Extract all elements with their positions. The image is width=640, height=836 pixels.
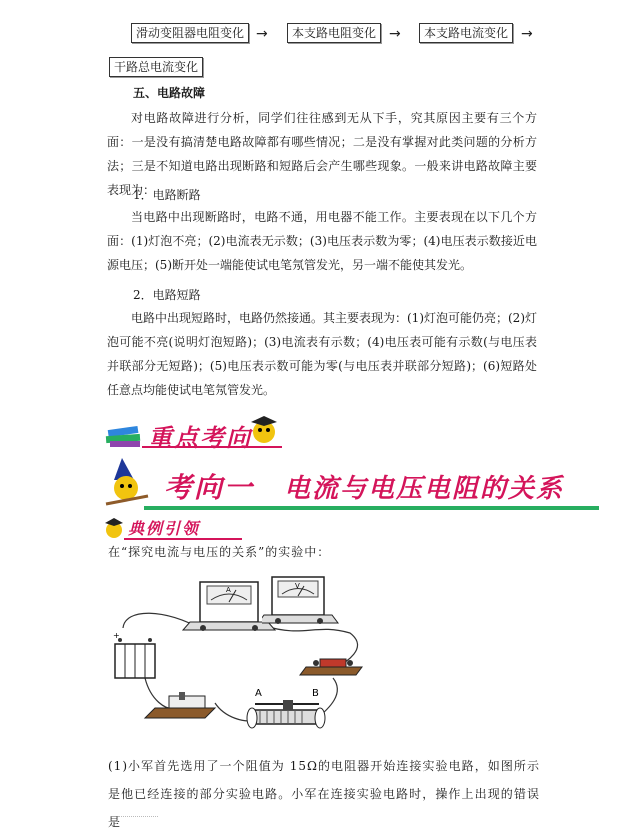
key-points-title: 重点考向 bbox=[148, 423, 252, 452]
problem-intro: 在“探究电流与电压的关系”的实验中： bbox=[108, 545, 331, 559]
resistor-icon bbox=[300, 659, 362, 675]
voltmeter-icon bbox=[262, 577, 338, 624]
example-banner bbox=[104, 515, 244, 541]
rheostat-terminal-a: A bbox=[255, 688, 262, 699]
question-1-text: (1)小军首先选用了一个阻值为 15Ω的电阻器开始连接实验电路，如图所示是他已经连接的部分实验电路。小军在连接实验电路时，操作上出现的错误是 bbox=[108, 759, 540, 829]
subsection-open-circuit-title: 1．电路断路 bbox=[133, 188, 201, 202]
subsection-short-circuit-title: 2．电路短路 bbox=[133, 288, 201, 302]
page-footer-divider bbox=[118, 816, 158, 817]
section-intro-paragraph: 对电路故障进行分析，同学们往往感到无从下手，究其原因主要有三个方面：一是没有搞清楚电路故障都有哪些情况；二是没有掌握对此类问题的分析方法；三是不知道电路出现断路和短路后会产生哪些现象。一般来讲电路故障主要表现为： bbox=[107, 111, 537, 197]
voltmeter-and-resistor bbox=[262, 575, 372, 695]
flow-arrow-2: → bbox=[389, 26, 401, 42]
rheostat-icon bbox=[247, 700, 325, 728]
flow-arrow-1: → bbox=[256, 26, 268, 42]
switch-icon bbox=[145, 692, 215, 718]
battery-icon bbox=[115, 638, 155, 678]
key-points-banner bbox=[104, 414, 284, 450]
section-title: 五、电路故障 bbox=[133, 86, 206, 100]
flow-step-branch-current: 本支路电流变化 bbox=[419, 23, 513, 43]
flow-arrow-3: → bbox=[521, 26, 533, 42]
rheostat-terminal-b: B bbox=[312, 688, 319, 699]
voltmeter-symbol: V bbox=[295, 582, 300, 590]
open-circuit-paragraph: 当电路中出现断路时，电路不通，用电器不能工作。主要表现在以下几个方面：(1)灯泡不亮；(2)电流表无示数；(3)电压表示数为零；(4)电压表示数接近电源电压；(5)断开处一端能使试电笔氖管发光，另一端不能使其发光。 bbox=[107, 210, 537, 272]
flow-step-main-current: 干路总电流变化 bbox=[109, 57, 203, 77]
direction-one-banner bbox=[104, 456, 604, 512]
direction-one-title: 电流与电压电阻的关系 bbox=[284, 474, 565, 504]
flow-step-branch-resistance: 本支路电阻变化 bbox=[287, 23, 381, 43]
example-title: 典例引领 bbox=[128, 519, 201, 538]
flow-step-slider-resistance: 滑动变阻器电阻变化 bbox=[131, 23, 249, 43]
direction-one-prefix: 考向一 bbox=[164, 471, 255, 504]
battery-plus-sign: + bbox=[113, 631, 120, 640]
short-circuit-paragraph: 电路中出现短路时，电路仍然接通。其主要表现为：(1)灯泡可能仍亮；(2)灯泡可能不亮(说明灯泡短路)；(3)电流表有示数；(4)电压表可能有示数(与电压表并联部分无短路)；(5)电压表示数可能为零(与电压表并联部分短路)；(6)短路处任意点均能使试电笔氖管发光。 bbox=[107, 311, 537, 397]
ammeter-symbol: A bbox=[226, 586, 231, 594]
